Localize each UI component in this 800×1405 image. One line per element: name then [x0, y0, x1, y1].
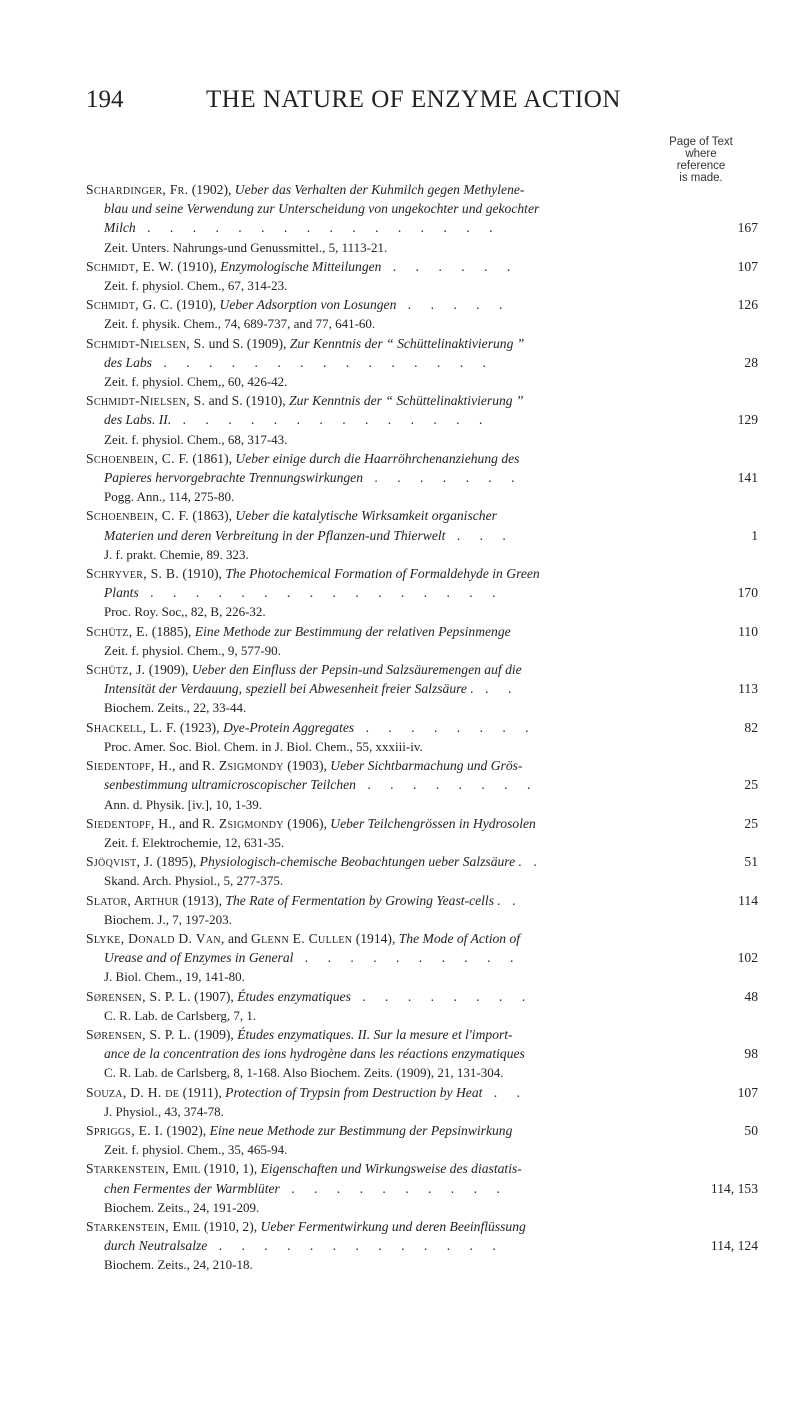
entry-source: Zeit. f. physik. Chem., 74, 689-737, and 77, 641-60. [104, 316, 376, 332]
entry-title: Plants [104, 585, 139, 601]
bibliography-entry [86, 334, 758, 392]
page-reference: 114, 124 [710, 1238, 758, 1254]
entry-source: Biochem. J., 7, 197-203. [104, 911, 232, 927]
leader-dots: . . . . . . [381, 258, 519, 274]
entry-line [86, 622, 758, 641]
bibliography-entry [86, 391, 758, 449]
entry-text: (1909), [190, 1026, 238, 1042]
leader-dots: . . [482, 1084, 528, 1100]
entry-title: The Photochemical Formation of Formaldehyde in Green [225, 566, 540, 582]
entry-text: (1895), [153, 854, 200, 870]
entry-title: Urease and of Enzymes in General [104, 950, 294, 966]
entry-text: (1903), [283, 758, 331, 774]
entry-source: Biochem. Zeits., 24, 210-18. [104, 1257, 253, 1273]
page-reference: 1 [751, 527, 758, 543]
entry-line [86, 1217, 758, 1236]
page-reference: 50 [744, 1122, 758, 1138]
page-reference: 167 [737, 220, 758, 236]
entry-text: (1923), [176, 719, 223, 735]
page-reference: 114, 153 [710, 1180, 758, 1196]
entry-line [86, 891, 758, 910]
page-reference: 107 [737, 1084, 758, 1100]
entry-author: Siedentopf, H., [86, 815, 176, 831]
entry-author: Schmidt, G. C. [86, 297, 174, 313]
entry-text: (1910, 2), [200, 1218, 261, 1234]
entry-title: Ueber einige durch die Haarröhrchenanziehung des [235, 450, 520, 466]
bibliography-entry [86, 257, 758, 295]
entry-line [86, 583, 758, 602]
entry-author: Slyke, Donald D. Van, [86, 930, 225, 946]
entry-text: (1861), [188, 450, 236, 466]
entry-title: senbestimmung ultramicroscopischer Teilchen [104, 777, 356, 793]
leader-dots: . . . . . . . . [350, 988, 534, 1004]
entry-title: Intensität der Verdauung, speziell bei Abwesenheit freier Salzsäure . [104, 681, 474, 697]
page-number: 194 [86, 86, 124, 113]
leader-dots: . . . . . . . . [355, 777, 539, 793]
entry-author: Schryver, S. B. [86, 566, 179, 582]
column-heading [656, 136, 746, 184]
page-reference: 51 [744, 854, 758, 870]
entry-text: (1907), [190, 988, 238, 1004]
entry-author: Schmidt-Nielsen, S. [86, 393, 206, 409]
entry-line [86, 391, 758, 410]
bibliography-entry [86, 1083, 758, 1121]
leader-dots: . [500, 892, 524, 908]
entry-author: Sjöqvist, J. [86, 854, 154, 870]
entry-title: Papieres hervorgebrachte Trennungswirkungen [104, 470, 363, 486]
entry-title: The Mode of Action of [398, 930, 521, 946]
entry-text: (1911), [179, 1084, 226, 1100]
entry-author: Shackell, L. F. [86, 719, 177, 735]
page-header [86, 86, 746, 122]
bibliography-entry [86, 622, 758, 660]
page-reference: 114 [738, 892, 758, 908]
entry-line [86, 660, 758, 679]
entry-title: Ueber Teilchengrössen in Hydrosolen [330, 815, 536, 831]
entry-line [86, 180, 758, 199]
entry-author: Schardinger, Fr. [86, 182, 189, 197]
leader-dots: . [521, 854, 545, 870]
bibliography-entry [86, 987, 758, 1025]
leader-dots: . . . . . . . . . . . . . . . [151, 354, 494, 370]
entry-source: Ann. d. Physik. [iv.], 10, 1-39. [104, 796, 263, 812]
page-reference: 113 [738, 681, 758, 697]
entry-line [86, 987, 758, 1006]
page-reference: 110 [738, 623, 758, 639]
entry-source: C. R. Lab. de Carlsberg, 7, 1. [104, 1007, 257, 1023]
entry-line [86, 814, 758, 833]
entry-text: (1914), [352, 930, 399, 946]
leader-dots: . . . . . . . . . . . . . . [171, 412, 491, 428]
entry-coauthor: R. Zsigmondy [202, 815, 284, 831]
leader-dots: . . . . . . . . . . [293, 950, 522, 966]
page-reference: 129 [737, 412, 758, 428]
bibliography-entry [86, 295, 758, 333]
entry-source: Zeit. f. physiol. Chem,, 60, 426-42. [104, 374, 288, 390]
entry-title: des Labs [104, 354, 152, 370]
entry-title: chen Fermentes der Warmblüter [104, 1180, 280, 1196]
page-reference: 141 [737, 470, 758, 486]
bibliography-entry [86, 929, 758, 987]
column-heading-line: is made. [679, 172, 723, 184]
entry-line [86, 295, 758, 314]
bibliography-entry [86, 564, 758, 622]
bibliography-entry [86, 718, 758, 756]
column-heading-line: where [685, 148, 717, 160]
entry-text: (1910), [173, 297, 220, 313]
entry-title: Zur Kenntnis der “ Schüttelinaktivierung ” [289, 393, 524, 409]
bibliography-entry [86, 506, 758, 564]
leader-dots: . . . . . [396, 297, 511, 313]
page-reference: 25 [744, 815, 758, 831]
entry-coauthor: R. Zsigmondy [202, 758, 284, 774]
entry-title: ance de la concentration des ions hydrogène dans les réactions enzymatiques [104, 1046, 525, 1062]
page-reference: 170 [737, 585, 758, 601]
entry-author: Schoenbein, C. F. [86, 508, 189, 524]
entry-text: (1909), [145, 662, 192, 678]
entry-text: (1910), [178, 566, 226, 582]
bibliography-entry [86, 891, 758, 929]
entry-title: Zur Kenntnis der “ Schüttelinaktivierung ” [289, 335, 525, 351]
entry-line [86, 199, 758, 218]
entry-text: und S. (1909), [205, 335, 290, 351]
entry-author: Spriggs, E. I. [86, 1122, 164, 1138]
entry-line [86, 756, 758, 775]
leader-dots: . . . . . . . . . . [279, 1180, 508, 1196]
entry-line [86, 1025, 758, 1044]
column-heading-line: reference [676, 160, 726, 172]
entry-title: des Labs. II. [104, 412, 172, 428]
page-reference: 107 [737, 258, 758, 274]
entry-title: Ueber das Verhalten der Kuhmilch gegen Methylene- [234, 182, 525, 197]
entry-line [86, 564, 758, 583]
page-reference: 48 [744, 988, 758, 1004]
entry-author: Starkenstein, Emil [86, 1161, 201, 1177]
bibliography-entry [86, 1159, 758, 1217]
entry-source: J. Physiol., 43, 374-78. [104, 1103, 224, 1119]
leader-dots: . . . [445, 527, 514, 543]
entry-line [86, 1159, 758, 1178]
entry-source: Biochem. Zeits., 24, 191-209. [104, 1199, 260, 1215]
entry-author: Starkenstein, Emil [86, 1218, 201, 1234]
entry-title: Dye-Protein Aggregates [222, 719, 355, 735]
entry-source: Zeit. f. physiol. Chem., 67, 314-23. [104, 278, 288, 294]
entry-line [86, 218, 758, 237]
bibliography-entry [86, 660, 758, 718]
running-title: THE NATURE OF ENZYME ACTION [206, 86, 621, 113]
entry-line [86, 334, 758, 353]
page-reference: 102 [737, 950, 758, 966]
entry-title: Ueber den Einfluss der Pepsin-und Salzsäuremengen auf die [191, 662, 522, 678]
leader-dots: . . . . . . . . . . . . . . . . [135, 220, 501, 236]
entry-source: J. f. prakt. Chemie, 89. 323. [104, 546, 249, 562]
entry-line [86, 929, 758, 948]
entry-coauthor: Glenn E. Cullen [251, 930, 353, 946]
entry-line [86, 1083, 758, 1102]
entry-title: Études enzymatiques. II. Sur la mesure et l'import- [237, 1026, 513, 1042]
leader-dots: . . . . . . . . . . . . . [207, 1238, 504, 1254]
entry-author: Siedentopf, H., [86, 758, 176, 774]
entry-source: Zeit. f. physiol. Chem., 68, 317-43. [104, 431, 288, 447]
entry-author: Schütz, E. [86, 623, 149, 639]
bibliography-entry [86, 1121, 758, 1159]
entry-title: Protection of Trypsin from Destruction by Heat [225, 1084, 483, 1100]
column-heading-line: Page of Text [669, 136, 733, 148]
entry-line [86, 852, 758, 871]
entry-text: and [175, 758, 203, 774]
entry-author: Sørensen, S. P. L. [86, 1026, 191, 1042]
entry-source: J. Biol. Chem., 19, 141-80. [104, 969, 245, 985]
entry-title: Ueber Fermentwirkung und deren Beeinflüssung [260, 1218, 526, 1234]
entry-author: Schoenbein, C. F. [86, 450, 189, 466]
entry-title: Eigenschaften und Wirkungsweise des diastatis- [260, 1161, 522, 1177]
entry-text: (1913), [178, 892, 226, 908]
leader-dots: . . . . . . . . . . . . . . . . [138, 585, 504, 601]
entry-title: Ueber die katalytische Wirksamkeit organischer [235, 508, 497, 524]
entry-text: and [175, 815, 203, 831]
entry-title: Enzymologische Mitteilungen [220, 258, 382, 274]
entry-line [86, 257, 758, 276]
leader-dots: . . . . . . . [363, 470, 523, 486]
entry-title: The Rate of Fermentation by Growing Yeast-cells . [225, 892, 501, 908]
bibliography-entry [86, 1217, 758, 1275]
entry-author: Schmidt-Nielsen, S. [86, 335, 206, 351]
entry-source: Biochem. Zeits., 22, 33-44. [104, 700, 247, 716]
entry-line [86, 506, 758, 525]
leader-dots: . . . . . . . . [354, 719, 537, 735]
entry-author: Schmidt, E. W. [86, 258, 174, 274]
entry-text: (1902), [188, 182, 235, 197]
entry-line [86, 449, 758, 468]
entry-title: Ueber Sichtbarmachung und Grös- [330, 758, 523, 774]
entry-line [86, 410, 758, 429]
bibliography-list [86, 180, 758, 1275]
page-reference: 126 [737, 297, 758, 313]
entry-source: C. R. Lab. de Carlsberg, 8, 1-168. Also Biochem. Zeits. (1909), 21, 131-304. [104, 1065, 504, 1081]
entry-source: Zeit. f. physiol. Chem., 35, 465-94. [104, 1142, 288, 1158]
entry-source: Zeit. Unters. Nahrungs-und Genussmittel., 5, 1113-21. [104, 239, 388, 255]
entry-line [86, 1044, 758, 1063]
bibliography-entry [86, 814, 758, 852]
bibliography-entry [86, 449, 758, 507]
entry-author: Slator, Arthur [86, 892, 179, 908]
entry-line [86, 679, 758, 698]
entry-text: (1863), [188, 508, 236, 524]
entry-source: Skand. Arch. Physiol., 5, 277-375. [104, 873, 284, 889]
entry-title: Milch [104, 220, 136, 236]
entry-title: durch Neutralsalze [104, 1238, 208, 1254]
entry-text: (1885), [148, 623, 195, 639]
entry-text: (1910), [173, 258, 221, 274]
entry-title: Physiologisch-chemische Beobachtungen ueber Salzsäure . [199, 854, 522, 870]
entry-source: Proc. Roy. Soc,, 82, B, 226-32. [104, 604, 266, 620]
entry-line [86, 948, 758, 967]
entry-text: (1906), [283, 815, 331, 831]
entry-title: Eine Methode zur Bestimmung der relativen Pepsinmenge [194, 623, 511, 639]
entry-text: (1902), [163, 1122, 210, 1138]
bibliography-entry [86, 180, 758, 257]
entry-title: blau und seine Verwendung zur Unterscheidung von ungekochter und gekochter [104, 201, 540, 217]
entry-source: Pogg. Ann., 114, 275-80. [104, 489, 235, 505]
entry-author: Schütz, J. [86, 662, 146, 678]
entry-line [86, 1121, 758, 1140]
entry-line [86, 1236, 758, 1255]
entry-line [86, 353, 758, 372]
entry-text: and [224, 930, 251, 946]
entry-title: Eine neue Methode zur Bestimmung der Pepsinwirkung [209, 1122, 513, 1138]
page-reference: 28 [744, 354, 758, 370]
entry-line [86, 718, 758, 737]
entry-line [86, 468, 758, 487]
entry-text: and S. (1910), [205, 393, 290, 409]
bibliography-entry [86, 756, 758, 814]
entry-source: Zeit. f. Elektrochemie, 12, 631-35. [104, 834, 285, 850]
entry-title: Études enzymatiques [237, 988, 351, 1004]
page-reference: 82 [744, 719, 758, 735]
bibliography-entry [86, 852, 758, 890]
entry-author: Sørensen, S. P. L. [86, 988, 191, 1004]
leader-dots: . . [473, 681, 520, 697]
entry-source: Proc. Amer. Soc. Biol. Chem. in J. Biol. Chem., 55, xxxiii-iv. [104, 738, 423, 754]
entry-line [86, 1179, 758, 1198]
page-reference: 25 [744, 777, 758, 793]
entry-title: Ueber Adsorption von Losungen [219, 297, 397, 313]
entry-title: Materien und deren Verbreitung in der Pflanzen-und Thierwelt [104, 527, 446, 543]
entry-author: Souza, D. H. de [86, 1084, 180, 1100]
entry-source: Zeit. f. physiol. Chem., 9, 577-90. [104, 642, 281, 658]
entry-line [86, 526, 758, 545]
entry-line [86, 775, 758, 794]
page-reference: 98 [744, 1046, 758, 1062]
entry-text: (1910, 1), [200, 1161, 261, 1177]
bibliography-entry [86, 1025, 758, 1083]
